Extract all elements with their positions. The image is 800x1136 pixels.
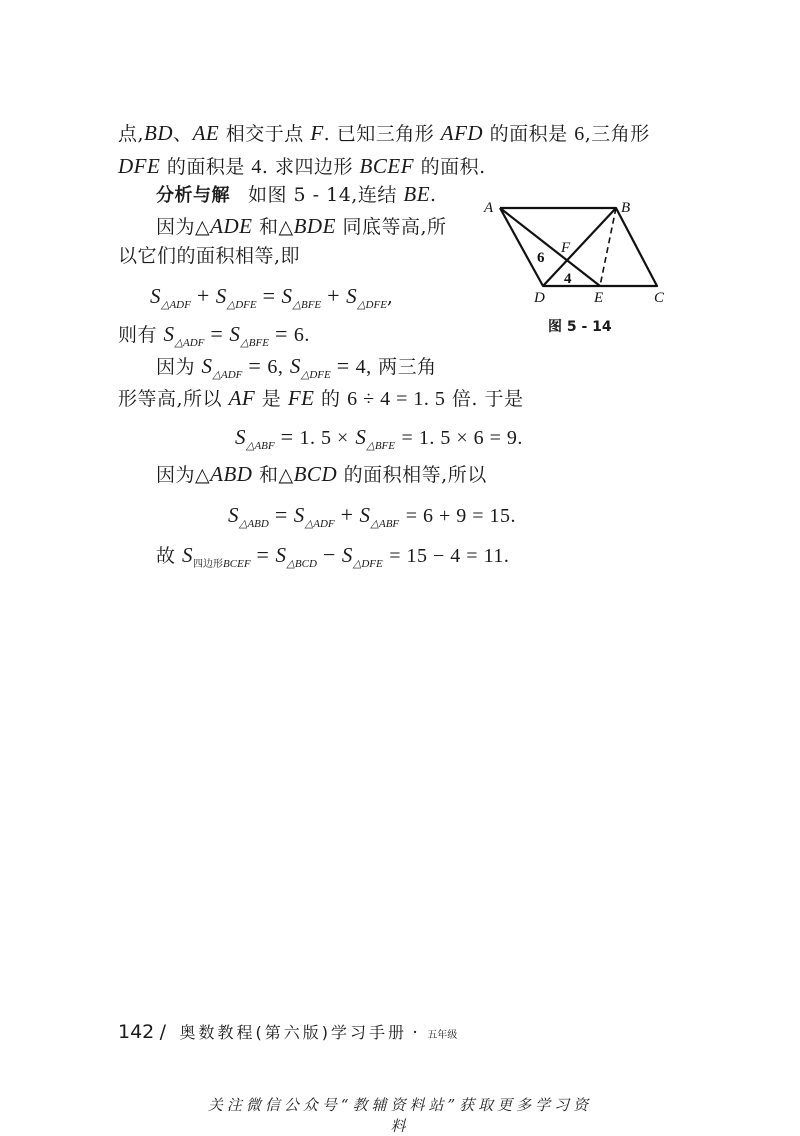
solution-line-7 [118, 322, 310, 355]
operator: = [256, 542, 270, 567]
math-var: BDE [293, 214, 336, 238]
text: 同底等高,所 [335, 216, 447, 238]
grade-label: 五年级 [427, 1030, 458, 1041]
page-footer [118, 1020, 457, 1043]
text: 以它们的面积相等,即 [118, 245, 301, 267]
subscript: △BFE [240, 337, 269, 349]
operator: = [248, 353, 262, 378]
subscript: 四边形 [193, 559, 224, 570]
text: 的面积. [414, 156, 486, 178]
watermark-text: 关注微信公众号“教辅资料站”获取更多学习资料 [207, 1096, 593, 1135]
text: 和△ [252, 216, 294, 238]
subscript: △ADF [174, 337, 205, 349]
math-var: BD [144, 121, 174, 145]
text: 如图 5 - 14,连结 [248, 184, 404, 206]
math-var: S [150, 284, 161, 308]
math-var: S [228, 503, 239, 527]
text: 是 [255, 388, 288, 410]
math-var: S [215, 284, 227, 308]
problem-line-1 [118, 121, 650, 146]
math-expression: = 1. 5 × 6 = 9. [401, 427, 523, 449]
operator: = [280, 424, 294, 449]
area-label-afd: 6 [537, 250, 545, 266]
solution-line-11 [156, 462, 487, 487]
math-var: BCEF [359, 154, 415, 178]
math-var: S [341, 543, 353, 567]
text: 因为△ [156, 464, 211, 486]
subscript: △DFE [352, 558, 383, 570]
solution-line-9 [118, 386, 523, 411]
subscript: △DFE [300, 369, 331, 381]
subscript: △ADF [304, 518, 335, 530]
solution-heading: 分析与解 [156, 185, 230, 206]
text: 的面积是 [483, 123, 575, 145]
math-var: S [163, 322, 175, 346]
math-var: S [275, 543, 287, 567]
subscript: △DFE [226, 299, 257, 311]
math-var: BCD [293, 462, 338, 486]
math-var: AF [228, 386, 256, 410]
text: 倍. 于是 [445, 388, 524, 410]
area-label-dfe: 4 [564, 271, 572, 287]
label-a: A [484, 200, 494, 216]
text: 故 [156, 545, 183, 567]
subscript: △BFE [292, 299, 322, 311]
text: 的 [314, 388, 348, 410]
segment-be-dashed [600, 208, 616, 286]
text: 和△ [252, 464, 294, 486]
math-var: BE [403, 182, 431, 206]
number: 6, [267, 356, 284, 378]
text: 形等高,所以 [118, 388, 229, 410]
figure-caption: 图 5 - 14 [548, 319, 612, 335]
operator: = [274, 502, 288, 527]
label-e: E [594, 290, 604, 306]
text: 点, [118, 123, 145, 145]
math-var: S [201, 354, 213, 378]
subscript: BCEF [223, 558, 251, 570]
math-expression: 1. 5 × [299, 427, 349, 449]
math-expression: 6 ÷ 4 = 1. 5 [347, 388, 446, 410]
subscript: △BCD [286, 558, 317, 570]
subscript: △BFE [366, 440, 395, 452]
subscript: △ABF [246, 440, 275, 452]
solution-heading-line [156, 182, 437, 208]
text: 相交于点 [219, 123, 311, 145]
text: 两三角 [371, 356, 437, 378]
operator: + [196, 283, 210, 308]
solution-line-8 [156, 354, 437, 387]
solution-line-5 [118, 244, 300, 268]
operator: = [336, 353, 350, 378]
text: . [430, 184, 437, 206]
math-expression: = 15 − 4 = 11. [389, 545, 510, 567]
formula-1 [150, 284, 393, 317]
footer-dot: · [412, 1023, 418, 1043]
label-c: C [654, 290, 665, 306]
operator: = [210, 321, 224, 346]
number: 4, [355, 356, 372, 378]
text: ,三角形 [584, 123, 650, 145]
math-var: DFE [118, 154, 161, 178]
footer-separator: / [159, 1021, 167, 1043]
math-var: S [355, 425, 367, 449]
subscript: △ABF [370, 518, 400, 530]
problem-line-2 [118, 154, 486, 179]
label-d: D [534, 290, 545, 306]
math-var: S [346, 284, 358, 308]
number: 6. [293, 324, 310, 346]
text: 的面积相等,所以 [337, 464, 487, 486]
subscript: △DFE [357, 299, 387, 311]
math-var: S [289, 354, 301, 378]
math-var: S [182, 543, 194, 567]
formula-3 [228, 503, 516, 536]
number: 4 [251, 156, 262, 178]
page-number: 142 [118, 1021, 155, 1043]
math-var: ADE [210, 214, 253, 238]
text: 、 [173, 123, 193, 145]
text: , [386, 286, 394, 308]
text: . 求四边形 [261, 156, 360, 178]
subscript: △ADF [161, 299, 191, 311]
text: 因为△ [156, 216, 211, 238]
solution-line-4 [156, 214, 447, 239]
operator: + [340, 502, 354, 527]
math-var: S [281, 284, 293, 308]
label-f: F [561, 240, 571, 256]
text: 则有 [118, 324, 164, 346]
math-var: S [229, 322, 241, 346]
label-b: B [621, 200, 631, 216]
solution-conclusion: 故 $S_{四边形BCEF} = S_{\triangle BCD} - S_{\triangle DFE} = 15 - 4 = 11$. [156, 542, 510, 570]
math-var: AE [192, 121, 220, 145]
math-var: AFD [440, 121, 484, 145]
segment-bd [543, 208, 616, 286]
subscript: △ADF [212, 369, 243, 381]
operator: = [274, 321, 288, 346]
text: 因为 [156, 356, 202, 378]
formula-2 [235, 425, 523, 458]
book-title: 奥数教程(第六版)学习手册 [179, 1023, 407, 1042]
subscript: △ABD [239, 518, 269, 530]
number: 6 [574, 123, 585, 145]
math-var: ABD [210, 462, 253, 486]
math-var: S [235, 425, 246, 449]
text: . 已知三角形 [323, 123, 441, 145]
math-expression: = 6 + 9 = 15. [405, 505, 517, 527]
operator: + [327, 283, 341, 308]
math-var: FE [287, 386, 315, 410]
math-var: F [310, 121, 324, 145]
operator: = [262, 283, 276, 308]
math-var: S [359, 503, 371, 527]
segment-ae [500, 208, 600, 286]
math-var: S [293, 503, 305, 527]
text: 的面积是 [160, 156, 252, 178]
